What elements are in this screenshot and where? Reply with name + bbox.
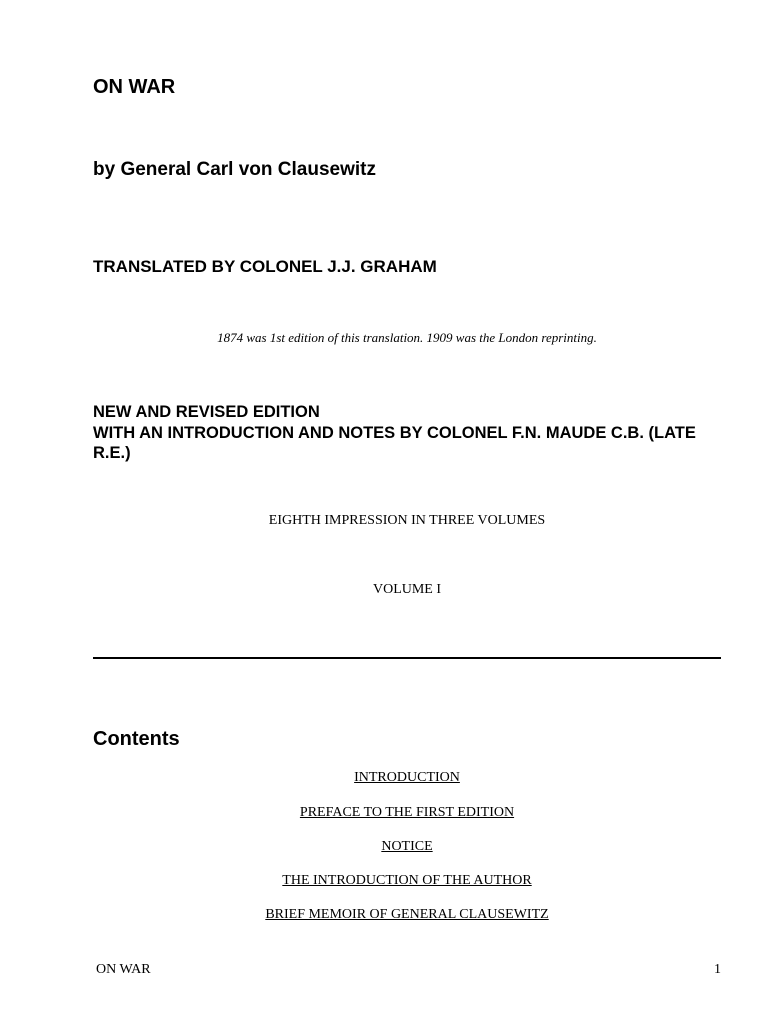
horizontal-rule xyxy=(93,657,721,659)
document-title: ON WAR xyxy=(93,76,176,98)
toc-link-notice[interactable]: NOTICE xyxy=(381,839,433,854)
toc-link-memoir[interactable]: BRIEF MEMOIR OF GENERAL CLAUSEWITZ xyxy=(265,907,549,922)
edition-line: WITH AN INTRODUCTION AND NOTES BY COLONEL F.N. MAUDE C.B. (LATE R.E.) xyxy=(93,423,696,462)
page-number: 1 xyxy=(714,962,721,977)
impression-line: EIGHTH IMPRESSION IN THREE VOLUMES xyxy=(268,513,546,528)
translator-line: TRANSLATED BY COLONEL J.J. GRAHAM xyxy=(93,257,437,276)
contents-heading: Contents xyxy=(93,728,180,750)
edition-note: 1874 was 1st edition of this translation. 1909 was the London reprinting. xyxy=(217,330,597,345)
edition-line: NEW AND REVISED EDITION xyxy=(93,403,320,421)
edition-block xyxy=(93,402,725,464)
toc-link-introduction[interactable]: INTRODUCTION xyxy=(354,770,460,785)
toc-link-author-introduction[interactable]: THE INTRODUCTION OF THE AUTHOR xyxy=(282,873,532,888)
footer-title: ON WAR xyxy=(96,962,151,977)
toc-link-preface[interactable]: PREFACE TO THE FIRST EDITION xyxy=(299,805,515,820)
volume-line: VOLUME I xyxy=(372,582,442,597)
author-line: by General Carl von Clausewitz xyxy=(93,159,376,180)
